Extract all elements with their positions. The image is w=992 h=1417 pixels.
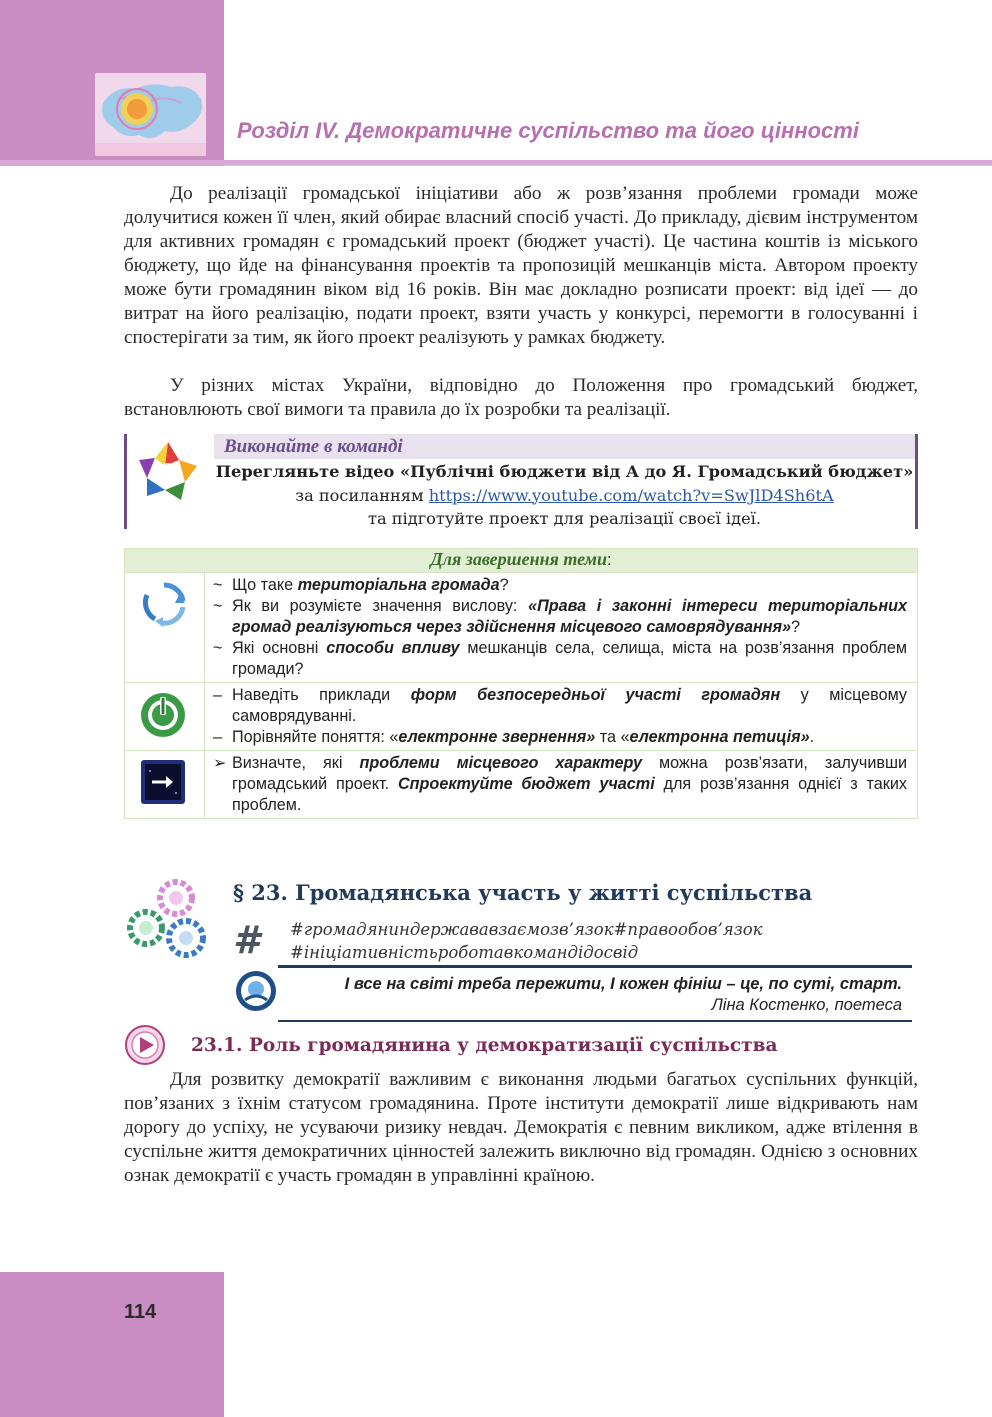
list-marker: ~ bbox=[213, 639, 223, 657]
item-text: у місцевому самоврядуванні. bbox=[232, 686, 907, 725]
item-emphasis: електронна петиція» bbox=[629, 728, 810, 746]
power-icon bbox=[139, 691, 187, 744]
item-text: . bbox=[809, 728, 815, 746]
subsection-title: 23.1. Роль громадянина у демократизації суспільства bbox=[191, 1035, 778, 1056]
question-item bbox=[213, 575, 907, 596]
question-item bbox=[213, 638, 907, 680]
item-text: та « bbox=[595, 728, 630, 746]
item-text: для розв’язання однієї з таких проблем. bbox=[232, 775, 907, 814]
team-hands-icon bbox=[133, 436, 203, 504]
item-text: Порівняйте поняття: « bbox=[232, 728, 399, 746]
table-row bbox=[125, 683, 918, 751]
item-text: Які основні bbox=[232, 639, 327, 657]
hashtag-divider bbox=[278, 965, 912, 968]
item-emphasis: «Права і законні інтереси територіальних громад реалізуються через здійснення місцевого самоврядування» bbox=[232, 597, 907, 636]
item-emphasis: форм безпосередньої участі громадян bbox=[410, 686, 781, 704]
table-header-row bbox=[125, 549, 918, 573]
item-text: ? bbox=[499, 576, 509, 594]
item-emphasis: способи впливу bbox=[326, 639, 460, 657]
intro-paragraph-2: У різних містах України, відповідно до Положення про громадський бюджет, встановлюють свої вимоги та правила до їх розробки та реалізації. bbox=[124, 375, 918, 420]
task-item bbox=[213, 685, 907, 727]
item-text: мешканців села, селища, міста на розв’язання проблем громади? bbox=[232, 639, 907, 678]
quote-author: Ліна Костенко, поетеса bbox=[711, 996, 902, 1014]
table-row bbox=[125, 573, 918, 683]
list-marker: – bbox=[213, 686, 223, 704]
quote-text: І все на світі треба пережити, І кожен фініш – це, по суті, старт. bbox=[344, 975, 902, 993]
item-emphasis: територіальна громада bbox=[297, 576, 500, 594]
footer-band bbox=[0, 1272, 224, 1417]
cycle-arrows-icon bbox=[141, 581, 187, 632]
item-text: ? bbox=[791, 618, 801, 636]
epigraph bbox=[290, 974, 902, 1016]
team-task-text bbox=[214, 460, 915, 531]
table-heading: Для завершення теми bbox=[430, 549, 608, 569]
list-marker: ~ bbox=[213, 597, 223, 615]
intro-paragraph-1: До реалізації громадської ініціативи або ж розв’язання проблеми громади може долучитися кожен її член, який обирає власний спосіб участі. До прикладу, дієвим інструментом для активних громадян є громадський проект (бюджет участі). Це частина коштів із міського бюджету, що йде на фінансування проектів та пропозицій мешканців міста. Автором проекту може бути громадянин віком від 16 років. Він має докладно розписати проект: від ідеї — до витрат на його реалізацію, подати проект, взяти участь у конкурсі, перемогти в голосуванні і спостерігати за тим, як його проект реалізують у рамках бюджету. bbox=[124, 183, 918, 348]
quote-emblem-icon bbox=[235, 970, 277, 1012]
section-paragraph: Для розвитку демократії важливим є виконання людьми багатьох суспільних функцій, пов’язаних з їхнім статусом громадянина. Проте інститути демократії лише відкривають нам дорогу до успіху, не усуваючи ризику невдач. Демократія є певним викликом, адже втілення в суспільне життя демократичних цінностей залежить виключно від громадян. Однією з основних ознак демократії є участь громадян в управлінні країною. bbox=[124, 1069, 918, 1186]
ukraine-map-icon bbox=[95, 73, 206, 156]
team-task-heading-bar bbox=[214, 434, 915, 459]
team-task-heading: Виконайте в команді bbox=[224, 436, 403, 457]
video-link[interactable]: https://www.youtube.com/watch?v=SwJlD4Sh6tA bbox=[428, 485, 834, 505]
section-title: § 23. Громадянська участь у житті суспільства bbox=[233, 880, 813, 905]
team-task-closing: та підготуйте проект для реалізації своєї ідеї. bbox=[368, 509, 761, 528]
item-emphasis: електронне звернення» bbox=[398, 728, 596, 746]
play-icon bbox=[124, 1024, 166, 1066]
list-marker: ~ bbox=[213, 576, 223, 594]
item-text: можна розв’язати, залучивши громадський проект. bbox=[232, 754, 908, 793]
hashtag-icon: # bbox=[233, 918, 260, 962]
team-box-right-border bbox=[915, 434, 918, 529]
quote-divider bbox=[278, 1020, 912, 1022]
item-text: Що таке bbox=[232, 576, 298, 594]
hashtag-line: #громадяниндержававзаємозв’язок#правообов’язок bbox=[290, 920, 763, 939]
chapter-title: Розділ IV. Демократичне суспільство та його цінності bbox=[237, 118, 859, 143]
task-item bbox=[213, 753, 907, 816]
team-box-left-border bbox=[124, 434, 127, 529]
list-marker: ➢ bbox=[213, 754, 227, 772]
table-row bbox=[125, 751, 918, 819]
list-marker: – bbox=[213, 728, 223, 746]
item-text: Наведіть приклади bbox=[232, 686, 411, 704]
team-task-instruction: Перегляньте відео «Публічні бюджети від А до Я. Громадський бюджет» bbox=[215, 462, 914, 481]
item-text: Визначте, які bbox=[232, 754, 360, 772]
table-heading-colon: : bbox=[607, 551, 612, 569]
enter-arrow-icon bbox=[140, 759, 186, 810]
page-number: 114 bbox=[124, 1301, 157, 1323]
header-divider-thin bbox=[224, 165, 992, 166]
gears-icon bbox=[126, 878, 208, 960]
topic-summary-table bbox=[124, 548, 918, 819]
team-task-link-prefix: за посиланням bbox=[295, 485, 429, 505]
item-emphasis: Спроектуйте бюджет участі bbox=[397, 775, 655, 793]
item-text: Як ви розумієте значення вислову: bbox=[232, 597, 529, 615]
question-item bbox=[213, 596, 907, 638]
item-emphasis: проблеми місцевого характеру bbox=[359, 754, 642, 772]
hashtag-line: #ініціативністьроботавкомандідосвід bbox=[290, 943, 639, 962]
task-item bbox=[213, 727, 907, 748]
